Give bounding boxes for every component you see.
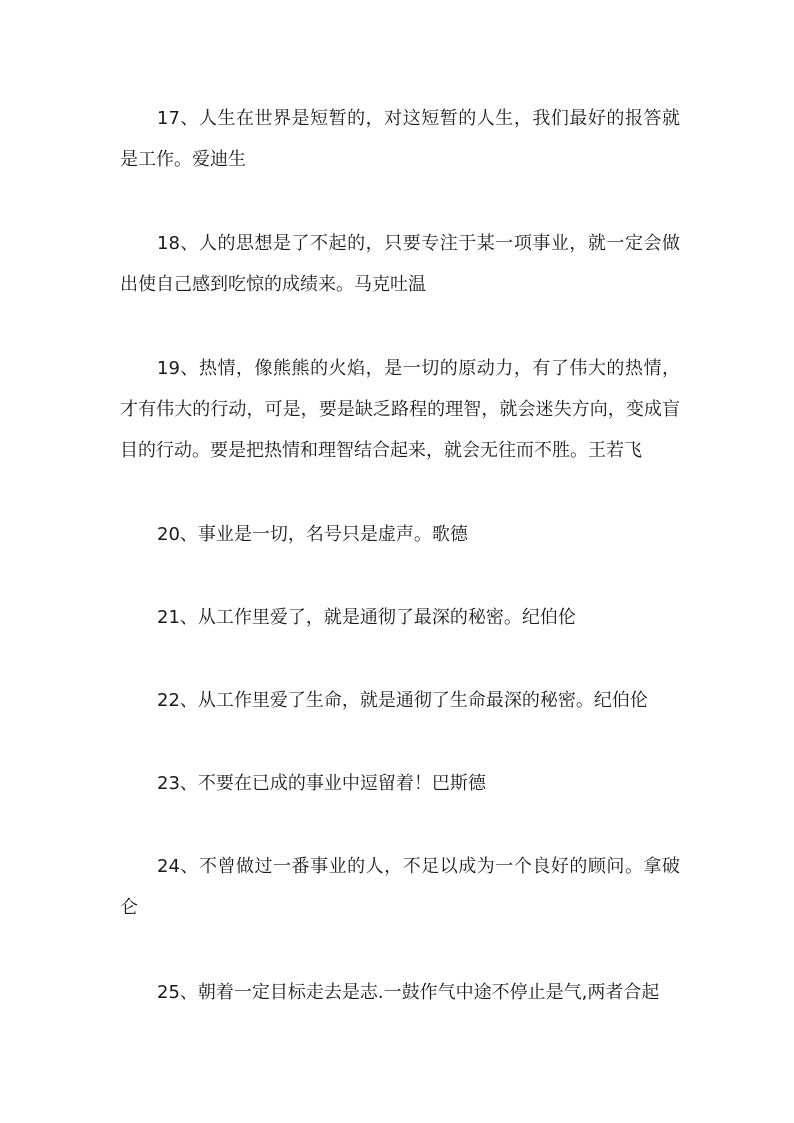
quote-paragraph: 25、朝着一定目标走去是志.一鼓作气中途不停止是气,两者合起 bbox=[157, 982, 660, 1003]
quote-paragraph: 17、人生在世界是短暂的，对这短暂的人生，我们最好的报答就是工作。爱迪生 bbox=[120, 108, 680, 170]
quote-paragraph: 19、热情，像熊熊的火焰，是一切的原动力，有了伟大的热情，才有伟大的行动，可是，要是缺乏路程的理智，就会迷失方向，变成盲目的行动。要是把热情和理智结合起来，就会无往而不胜。王若飞 bbox=[120, 358, 680, 461]
quote-paragraph: 18、人的思想是了不起的，只要专注于某一项事业，就一定会做出使自己感到吃惊的成绩来。马克吐温 bbox=[120, 233, 680, 295]
quote-paragraph: 22、从工作里爱了生命，就是通彻了生命最深的秘密。纪伯伦 bbox=[157, 690, 648, 711]
quote-paragraph: 23、不要在已成的事业中逗留着！巴斯德 bbox=[157, 773, 486, 794]
quote-paragraph: 20、事业是一切，名号只是虚声。歌德 bbox=[157, 524, 468, 545]
quote-paragraph: 24、不曾做过一番事业的人，不足以成为一个良好的顾问。拿破仑 bbox=[120, 856, 680, 918]
quote-paragraph: 21、从工作里爱了，就是通彻了最深的秘密。纪伯伦 bbox=[157, 607, 576, 628]
